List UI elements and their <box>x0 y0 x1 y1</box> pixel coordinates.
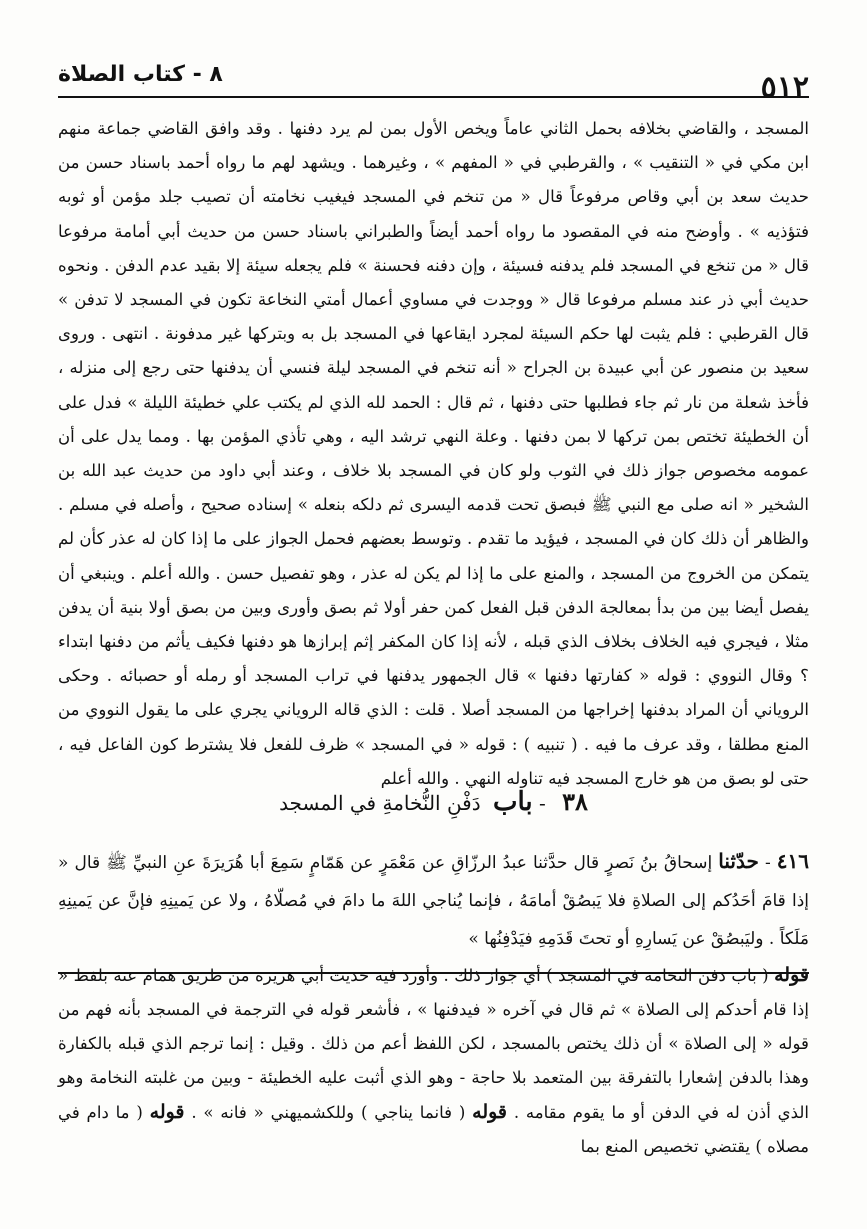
section-number: ٣٨ <box>562 787 588 816</box>
commentary-segment: ( باب دفن النخامة في المسجد ) أي جواز ذلك . وأورد فيه حديث أبي هريرة من طريق همام عنه بلفظ « إذا قام أحدكم إلى الصلاة » ثم قال في آخره « فيدفنها » ، فأشعر قوله في الترجمة في المسجد بأنه فهم من قوله « إلى الصلاة » أن ذلك يختص بالمسجد ، لكن اللفظ أعم من ذلك . وقيل : إنما ترجم الذي قبله بالكفارة وهذا بالدفن إشعارا بالتفرقة بين المتعمد بلا حاجة - وهو الذي أثبت عليه الخطيئة - وبين من غلبته النخامة وهو الذي أذن له في الدفن أو ما يقوم مقامه . <box>58 966 809 1122</box>
section-title-text: دَفْنِ النُّخامةِ في المسجد <box>279 791 481 815</box>
hadith-body: إسحاقُ بنُ نَصرٍ قال حدَّثنا عبدُ الرزّاقِ عن مَعْمَرٍ عن هَمّامٍ سَمِعَ أبا هُرَيرَةَ عنِ النبيِّ ﷺ قال « إذا قامَ أحَدُكم إلى الصلاةِ فلا يَبصُقْ أمامَهُ ، فإنما يُناجي اللهَ ما دامَ في مُصلّاهُ ، ولا عن يَمينِهِ فإنَّ عن يَمينِهِ مَلَكاً . وليَبصُقْ عن يَسارِهِ أو تحتَ قَدَمِهِ فيَدْفِنُها » <box>58 853 809 949</box>
hadith-number: ٤١٦ <box>776 849 809 873</box>
commentary-top-paragraph: المسجد ، والقاضي بخلافه بحمل الثاني عاماً ويخص الأول بمن لم يرد دفنها . وقد وافق القاضي جماعة منهم ابن مكي في « التنقيب » ، والقرطبي في « المفهم » ، وغيرهما . ويشهد لهم ما رواه أحمد باسناد حسن من حديث سعد بن أبي وقاص مرفوعاً قال « من تنخم في المسجد فيغيب نخامته أن تصيب جلد مؤمن أو ثوبه فتؤذيه » . وأوضح منه في المقصود ما رواه أحمد أيضاً والطبراني باسناد حسن من حديث أبي أمامة مرفوعا قال « من تنخع في المسجد فلم يدفنه فسيئة ، وإن دفنه فحسنة » فلم يجعله سيئة إلا بقيد عدم الدفن . ونحوه حديث أبي ذر عند مسلم مرفوعا قال « ووجدت في مساوي أعمال أمتي النخاعة تكون في المسجد لا تدفن » قال القرطبي : فلم يثبت لها حكم السيئة لمجرد ايقاعها في المسجد بل به وبتركها غير مدفونة . انتهى . وروى سعيد بن منصور عن أبي عبيدة بن الجراح « أنه تنخم في المسجد ليلة فنسي أن يدفنها حتى رجع إلى منزله ، فأخذ شعلة من نار ثم جاء فطلبها حتى دفنها ، ثم قال : الحمد لله الذي لم يكتب علي خطيئة الليلة » فدل على أن الخطيئة تختص بمن تركها لا بمن دفنها . وعلة النهي ترشد اليه ، وهي تأذي المؤمن بها . ومما يدل على أن عمومه مخصوص جواز ذلك في الثوب ولو كان في المسجد بلا خلاف ، وعند أبي داود من حديث عبد الله بن الشخير « انه صلى مع النبي ﷺ فبصق تحت قدمه اليسرى ثم دلكه بنعله » إسناده صحيح ، وأصله في مسلم . والظاهر أن ذلك كان في المسجد ، فيؤيد ما تقدم . وتوسط بعضهم فحمل الجواز على ما إذا كان له عذر كأن لم يتمكن من الخروج من المسجد ، والمنع على ما إذا لم يكن له عذر ، وهو تفصيل حسن . والله أعلم . وينبغي أن يفصل أيضا بين من بدأ بمعالجة الدفن قبل الفعل كمن حفر أولا ثم بصق وأورى وبين من بصق أولا بنية أن يدفن مثلا ، فيجري فيه الخلاف بخلاف الذي قبله ، لأنه إذا كان المكفر إثم إبرازها هو دفنها فكيف يأثم من دفنها ابتداء ؟ وقال النووي : قوله « كفارتها دفنها » قال الجمهور يدفنها في تراب المسجد أو رمله أو حصبائه . وحكى الروياني أن المراد بدفنها إخراجها من المسجد أصلا . قلت : الذي قاله الروياني يجري على ما يقول النووي من المنع مطلقا ، وقد عرف ما فيه . ( تنبيه ) : قوله « في المسجد » ظرف للفعل فلا يشترط كون الفاعل فيه ، حتى لو بصق من هو خارج المسجد فيه تناوله النهي . والله أعلم <box>57 119 809 788</box>
hadith-text-block <box>58 842 809 974</box>
hadith-haddathana: حدّثنا <box>718 849 759 873</box>
qawluhu-keyword: قوله <box>774 964 809 986</box>
qawluhu-keyword: قوله <box>149 1101 185 1123</box>
commentary-bottom-paragraph <box>58 958 809 1164</box>
commentary-segment: ( ما دام في مصلاه ) يقتضي تخصيص المنع بما <box>58 1103 809 1156</box>
commentary-bottom <box>58 958 809 1164</box>
section-bab-label: باب <box>493 787 533 817</box>
chapter-title: ٨ - كتاب الصلاة <box>58 62 223 87</box>
section-dash: - <box>539 791 546 815</box>
hadith-dash: - <box>764 853 771 873</box>
page-number: ٥١٢ <box>760 70 809 105</box>
commentary-segment: ( فانما يناجي ) وللكشميهني « فانه » . <box>191 1103 466 1122</box>
qawluhu-keyword: قوله <box>472 1101 508 1123</box>
commentary-top <box>58 112 809 796</box>
page-header <box>58 52 809 105</box>
section-heading <box>58 780 809 824</box>
